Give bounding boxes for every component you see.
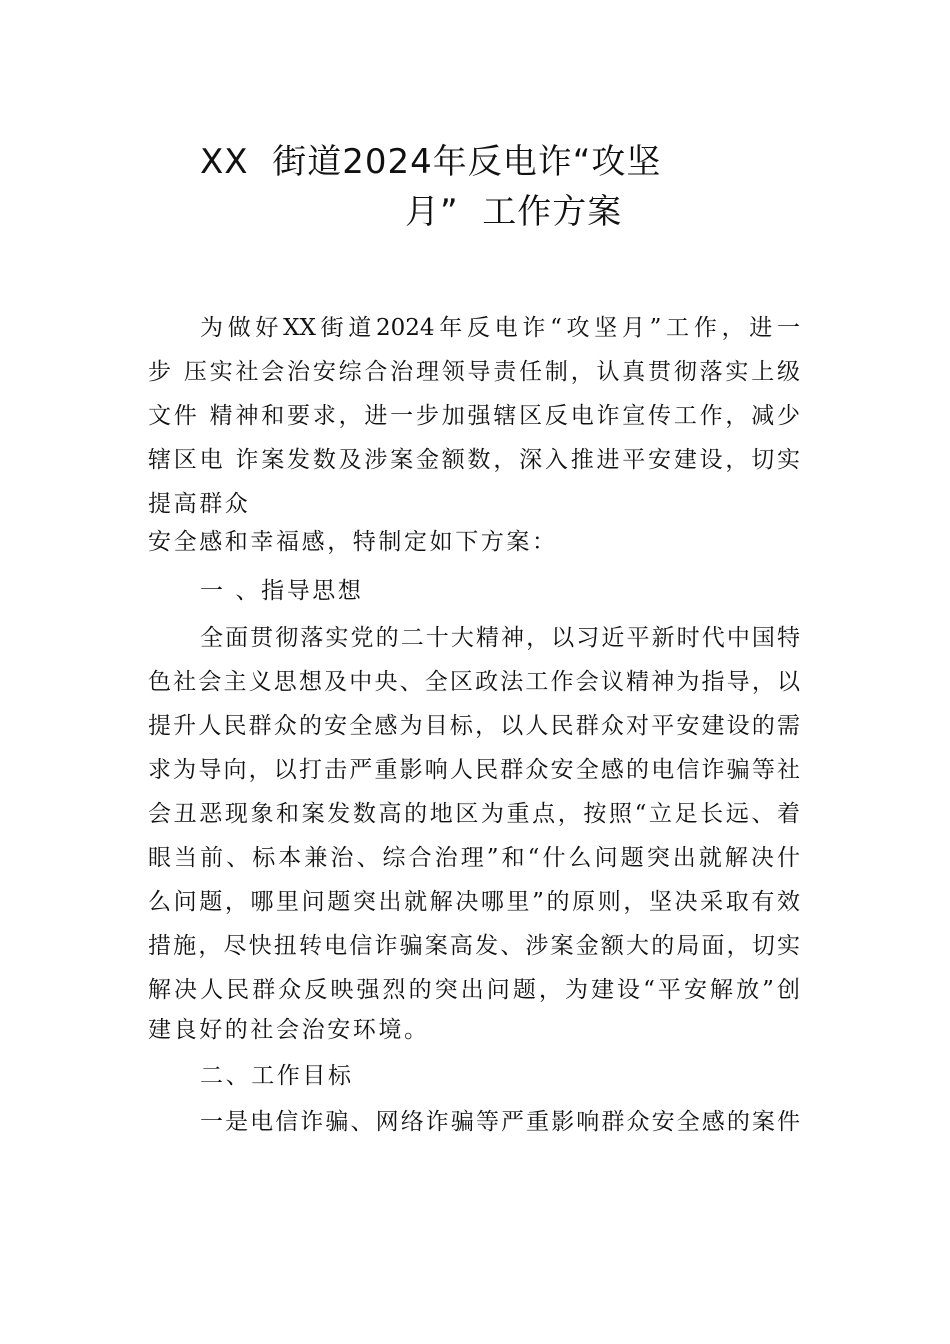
paragraph-line: 安全感和幸福感，特制定如下方案： [148, 529, 558, 555]
document-title-line-2: 月” 工作方案 [405, 192, 623, 232]
paragraph-line: 提升人民群众的安全感为目标，以人民群众对平安建设的需 [148, 713, 800, 739]
paragraph-line: 眼当前、标本兼治、综合治理”和“什么问题突出就解决什 [148, 845, 800, 871]
section-heading: 二、工作目标 [200, 1063, 354, 1089]
paragraph-line: 全面贯彻落实党的二十大精神，以习近平新时代中国特 [200, 625, 800, 651]
paragraph-line: 措施，尽快扭转电信诈骗案高发、涉案金额大的局面，切实 [148, 933, 800, 959]
paragraph-line: 为做好XX街道2024年反电诈“攻坚月”工作，进一 [200, 315, 800, 341]
document-title-line-1: XX 街道2024年反电诈“攻坚 [200, 142, 662, 182]
paragraph-line: 么问题，哪里问题突出就解决哪里”的原则，坚决采取有效 [148, 889, 800, 915]
paragraph-line: 求为导向，以打击严重影响人民群众安全感的电信诈骗等社 [148, 757, 800, 783]
paragraph-line: 色社会主义思想及中央、全区政法工作会议精神为指导，以 [148, 669, 800, 695]
paragraph-line: 辖区电 诈案发数及涉案金额数，深入推进平安建设，切实 [148, 447, 800, 473]
paragraph-line: 提高群众 [148, 491, 251, 517]
paragraph-line: 文件 精神和要求，进一步加强辖区反电诈宣传工作，减少 [148, 403, 800, 429]
section-heading: 一 、指导思想 [200, 578, 364, 604]
paragraph-line: 解决人民群众反映强烈的突出问题，为建设“平安解放”创 [148, 977, 800, 1003]
paragraph-line: 会丑恶现象和案发数高的地区为重点，按照“立足长远、着 [148, 801, 800, 827]
paragraph-line: 建良好的社会治安环境。 [148, 1017, 430, 1043]
paragraph-line: 步 压实社会治安综合治理领导责任制，认真贯彻落实上级 [148, 359, 800, 385]
paragraph-line: 一是电信诈骗、网络诈骗等严重影响群众安全感的案件 [200, 1109, 800, 1135]
